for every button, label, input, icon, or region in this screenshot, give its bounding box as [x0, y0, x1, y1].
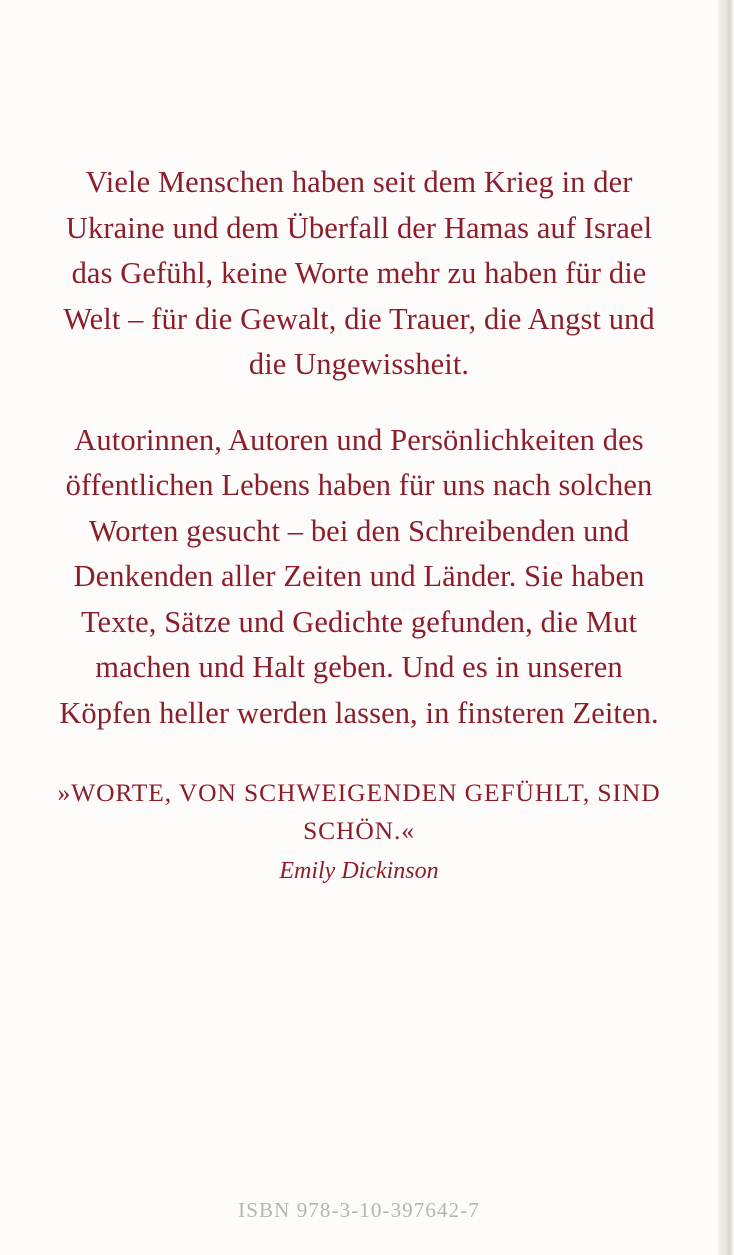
quote-text: »WORTE, VON SCHWEIGENDEN GEFÜHLT, SIND SCHÖN.« — [57, 778, 661, 845]
pull-quote — [48, 774, 670, 888]
blurb-paragraph-2: Autorinnen, Autoren und Persönlichkeiten des öffentlichen Lebens haben für uns nach solchen Worten gesucht – bei den Schreibenden und Denkenden aller Zeiten und Länder. Sie haben Texte, Sätze und Gedichte gefunden, die Mut machen und Halt geben. Und es in unseren Köpfen heller werden lassen, in finsteren Zeiten. — [59, 422, 659, 730]
blurb-text — [48, 160, 670, 736]
blurb-paragraph-1: Viele Menschen haben seit dem Krieg in der Ukraine und dem Überfall der Hamas auf Israel das Gefühl, keine Worte mehr zu haben für die Welt – für die Gewalt, die Trauer, die Angst und die Ungewissheit. — [63, 165, 655, 381]
isbn-text: ISBN 978-3-10-397642-7 — [238, 1198, 480, 1222]
page-edge-shadow — [718, 0, 734, 1255]
quote-author: Emily Dickinson — [279, 858, 439, 884]
